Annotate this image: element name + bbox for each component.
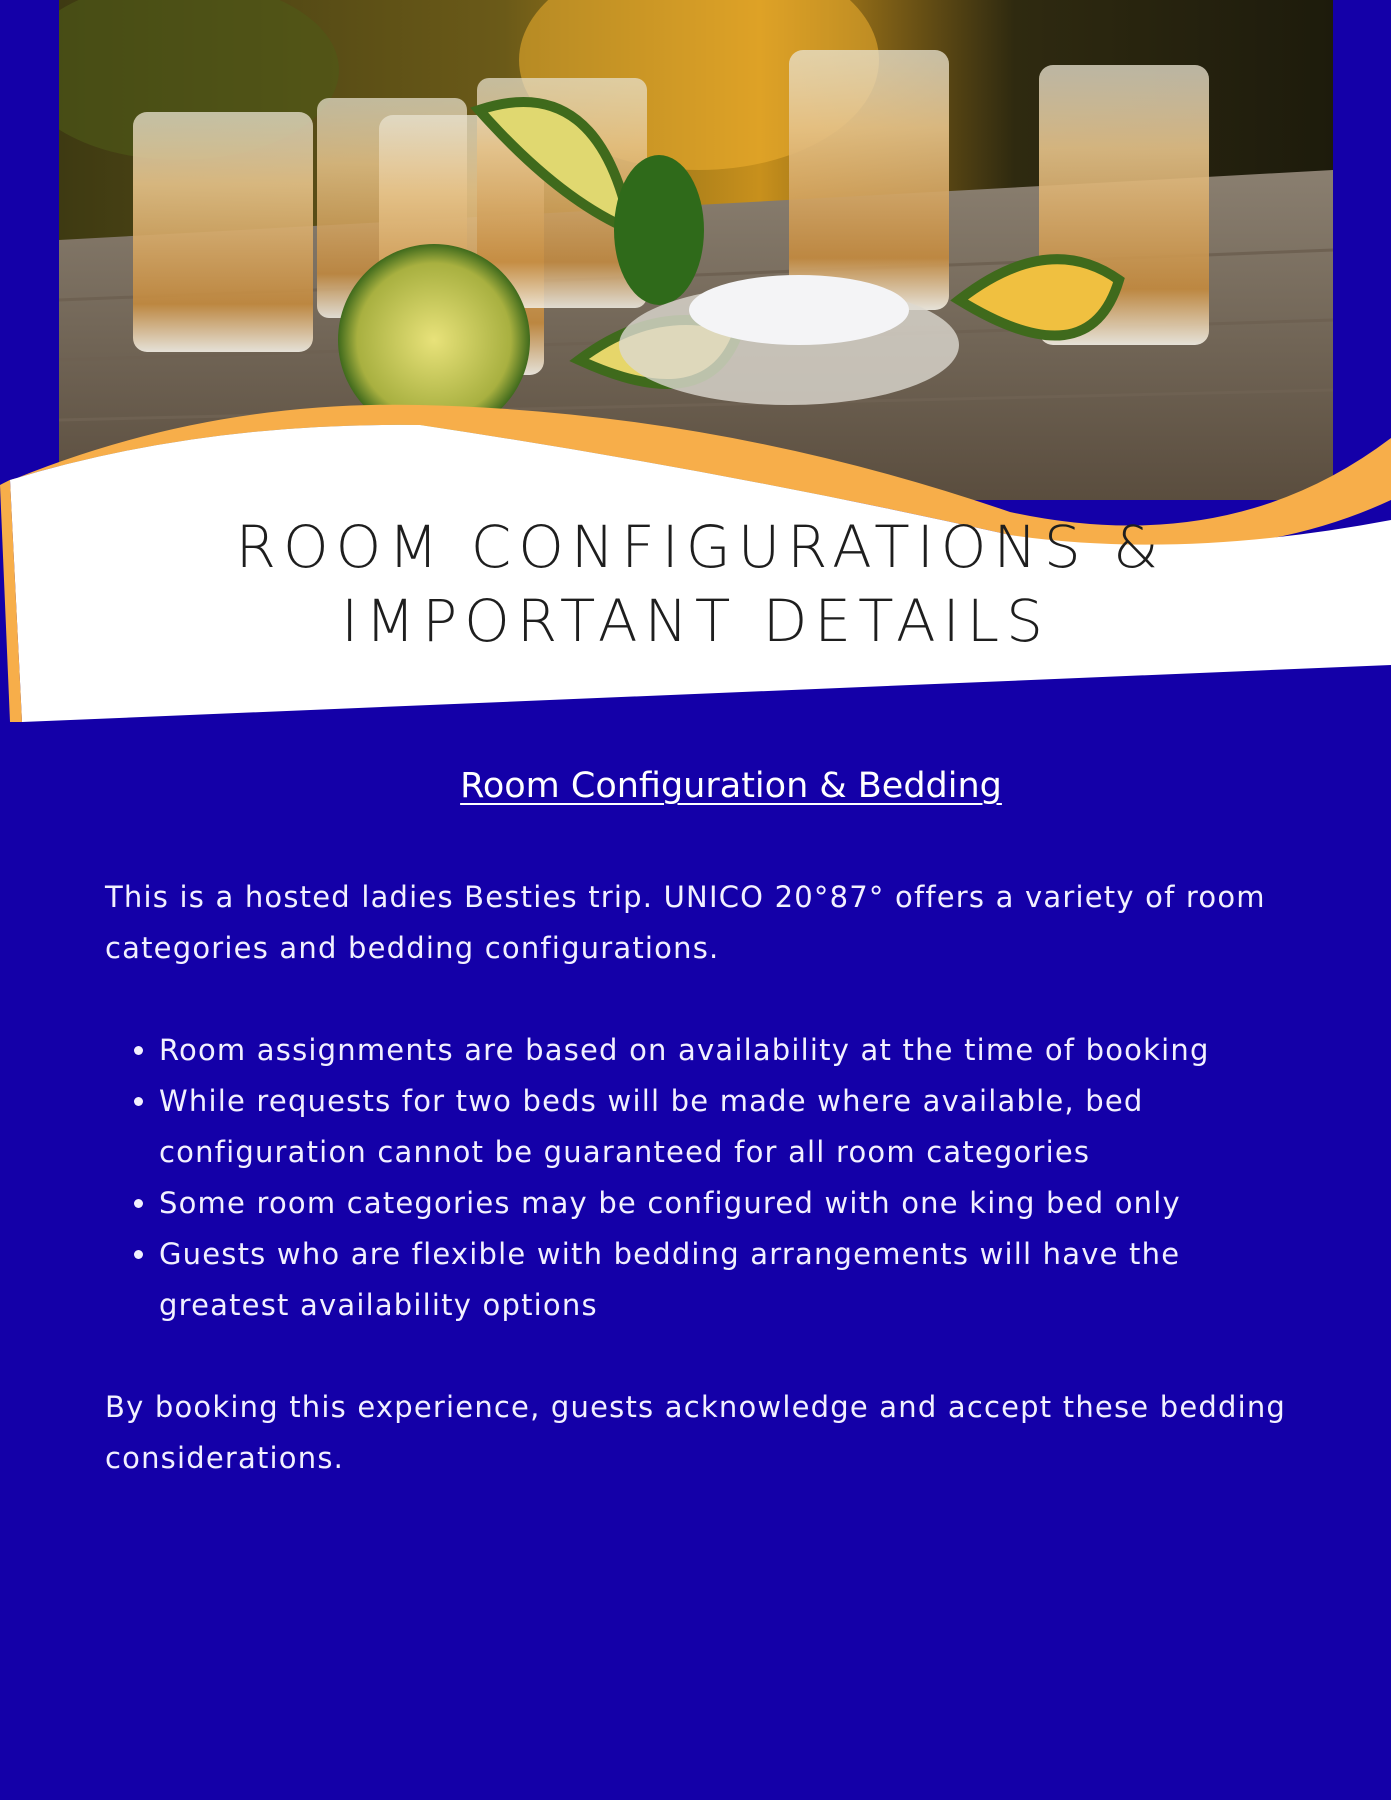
page-title [0, 510, 1391, 658]
list-item: • Some room categories may be configured with one king bed only [159, 1178, 1305, 1229]
closing-paragraph: By booking this experience, guests acknowledge and accept these bedding considerations. [105, 1390, 1287, 1475]
section-body [105, 872, 1305, 1484]
list-item: • Guests who are flexible with bedding arrangements will have the greatest availability options [159, 1229, 1305, 1331]
list-item: • Room assignments are based on availability at the time of booking [159, 1025, 1305, 1076]
page-title-line-2: IMPORTANT DETAILS [341, 587, 1050, 655]
bullet-list [105, 1025, 1305, 1331]
page-title-line-1: ROOM CONFIGURATIONS & [235, 513, 1166, 581]
list-item: • While requests for two beds will be made where available, bed configuration cannot be guaranteed for all room categories [159, 1076, 1305, 1178]
section-heading: Room Configuration & Bedding [460, 766, 1002, 806]
intro-paragraph: This is a hosted ladies Besties trip. UNICO 20°87° offers a variety of room categories and bedding configurations. [105, 880, 1266, 965]
